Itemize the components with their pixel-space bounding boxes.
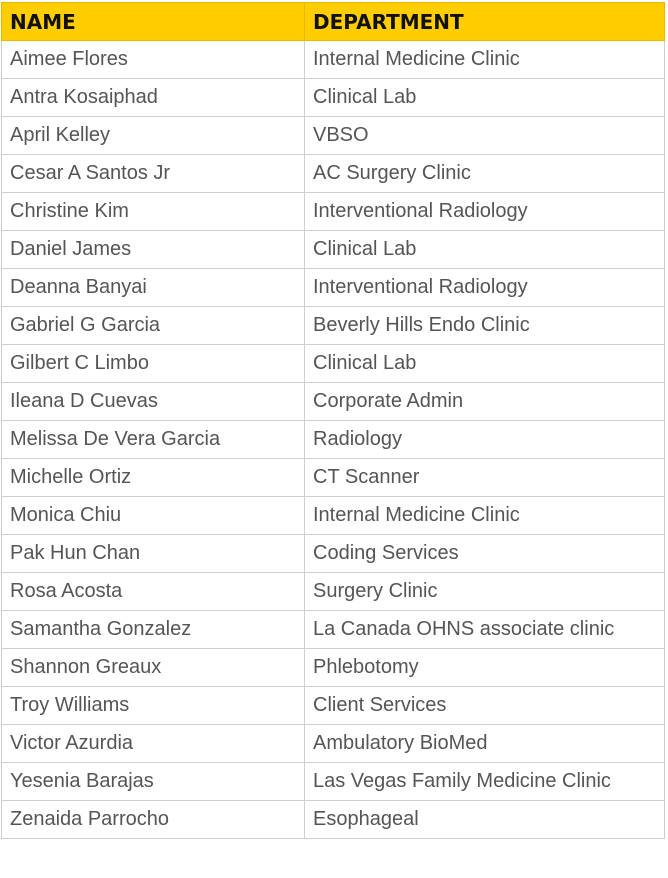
table-row xyxy=(2,687,665,725)
name-cell: Gilbert C Limbo xyxy=(2,345,305,383)
table-row xyxy=(2,345,665,383)
name-cell: Deanna Banyai xyxy=(2,269,305,307)
staff-table xyxy=(1,2,665,839)
table-row xyxy=(2,193,665,231)
name-cell: Shannon Greaux xyxy=(2,649,305,687)
name-cell: Michelle Ortiz xyxy=(2,459,305,497)
name-cell: Zenaida Parrocho xyxy=(2,801,305,839)
table-row xyxy=(2,383,665,421)
name-cell: Rosa Acosta xyxy=(2,573,305,611)
name-cell: Pak Hun Chan xyxy=(2,535,305,573)
name-cell: Christine Kim xyxy=(2,193,305,231)
department-cell: Clinical Lab xyxy=(305,231,665,269)
department-cell: Client Services xyxy=(305,687,665,725)
department-cell: AC Surgery Clinic xyxy=(305,155,665,193)
column-header-department: DEPARTMENT xyxy=(305,3,665,41)
department-cell: Coding Services xyxy=(305,535,665,573)
name-cell: Aimee Flores xyxy=(2,41,305,79)
department-cell: Internal Medicine Clinic xyxy=(305,41,665,79)
department-cell: Ambulatory BioMed xyxy=(305,725,665,763)
name-cell: Victor Azurdia xyxy=(2,725,305,763)
table-row xyxy=(2,763,665,801)
department-cell: Esophageal xyxy=(305,801,665,839)
department-cell: Interventional Radiology xyxy=(305,269,665,307)
department-cell: Clinical Lab xyxy=(305,79,665,117)
table-body xyxy=(2,41,665,839)
table-row xyxy=(2,573,665,611)
header-row xyxy=(2,3,665,41)
department-cell: Clinical Lab xyxy=(305,345,665,383)
name-cell: Antra Kosaiphad xyxy=(2,79,305,117)
table-row xyxy=(2,41,665,79)
table-row xyxy=(2,155,665,193)
table-row xyxy=(2,307,665,345)
department-cell: Beverly Hills Endo Clinic xyxy=(305,307,665,345)
department-cell: Radiology xyxy=(305,421,665,459)
table-row xyxy=(2,231,665,269)
table-row xyxy=(2,649,665,687)
name-cell: Samantha Gonzalez xyxy=(2,611,305,649)
table-row xyxy=(2,421,665,459)
name-cell: Melissa De Vera Garcia xyxy=(2,421,305,459)
table-row xyxy=(2,725,665,763)
name-cell: Cesar A Santos Jr xyxy=(2,155,305,193)
table-row xyxy=(2,117,665,155)
department-cell: Interventional Radiology xyxy=(305,193,665,231)
column-header-name: NAME xyxy=(2,3,305,41)
department-cell: VBSO xyxy=(305,117,665,155)
table-row xyxy=(2,535,665,573)
name-cell: April Kelley xyxy=(2,117,305,155)
name-cell: Monica Chiu xyxy=(2,497,305,535)
department-cell: La Canada OHNS associate clinic xyxy=(305,611,665,649)
name-cell: Daniel James xyxy=(2,231,305,269)
table-row xyxy=(2,497,665,535)
department-cell: Internal Medicine Clinic xyxy=(305,497,665,535)
department-cell: Las Vegas Family Medicine Clinic xyxy=(305,763,665,801)
department-cell: Corporate Admin xyxy=(305,383,665,421)
department-cell: CT Scanner xyxy=(305,459,665,497)
table-row xyxy=(2,79,665,117)
name-cell: Gabriel G Garcia xyxy=(2,307,305,345)
table-row xyxy=(2,459,665,497)
table-header xyxy=(2,3,665,41)
table-row xyxy=(2,611,665,649)
department-cell: Phlebotomy xyxy=(305,649,665,687)
name-cell: Troy Williams xyxy=(2,687,305,725)
name-cell: Yesenia Barajas xyxy=(2,763,305,801)
table-row xyxy=(2,801,665,839)
table-row xyxy=(2,269,665,307)
department-cell: Surgery Clinic xyxy=(305,573,665,611)
name-cell: Ileana D Cuevas xyxy=(2,383,305,421)
